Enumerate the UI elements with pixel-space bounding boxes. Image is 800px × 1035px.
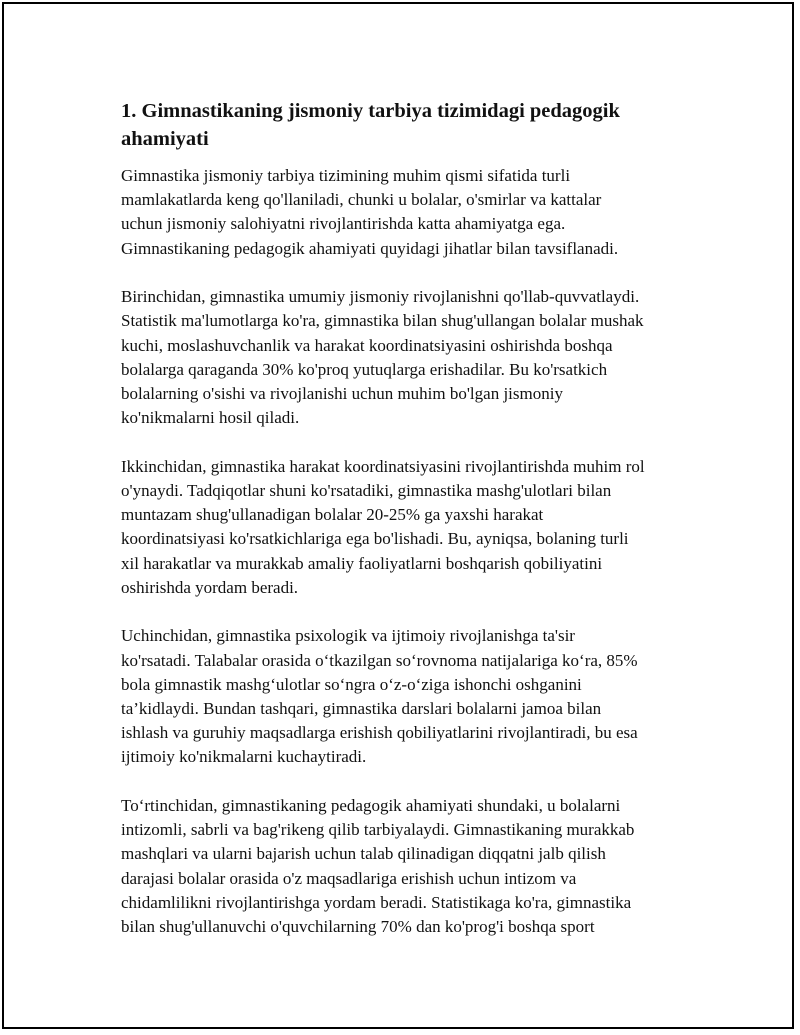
text-line: Gimnastika jismoniy tarbiya tizimining muhim qismi sifatida turli bbox=[121, 166, 571, 185]
text-line: o'ynaydi. Tadqiqotlar shuni ko'rsatadiki, gimnastika mashg'ulotlari bilan bbox=[121, 481, 612, 501]
text-line: Birinchidan, gimnastika umumiy jismoniy rivojlanishni qo'llab-quvvatlaydi. bbox=[121, 287, 640, 307]
heading-line: ahamiyati bbox=[121, 128, 209, 150]
text-line: Statistik ma'lumotlarga ko'ra, gimnastika bilan shug'ullangan bolalar mushak bbox=[121, 311, 644, 331]
text-line: xil harakatlar va murakkab amaliy faoliyatlarni boshqarish qobiliyatini bbox=[121, 553, 603, 573]
text-line: mamlakatlarda keng qo'llaniladi, chunki u bolalar, o'smirlar va kattalar bbox=[121, 190, 602, 210]
paragraph-intro bbox=[121, 164, 696, 261]
text-line: bola gimnastik mashg‘ulotlar so‘ngra o‘z-o‘ziga ishonchi oshganini bbox=[121, 674, 582, 694]
text-line: Gimnastikaning pedagogik ahamiyati quyidagi jihatlar bilan tavsiflanadi. bbox=[121, 238, 619, 258]
text-line: Ikkinchidan, gimnastika harakat koordinatsiyasini rivojlantirishda muhim rol bbox=[121, 456, 645, 476]
section-heading bbox=[121, 97, 696, 153]
text-line: bolalarning o'sishi va rivojlanishi uchun muhim bo'lgan jismoniy bbox=[121, 384, 563, 404]
text-line: ijtimoiy ko'nikmalarni kuchaytiradi. bbox=[121, 747, 367, 767]
text-line: chidamlilikni rivojlantirishga yordam beradi. Statistikaga ko'ra, gimnastika bbox=[121, 892, 632, 912]
document-body bbox=[121, 97, 696, 964]
text-line: ta’kidlaydi. Bundan tashqari, gimnastika darslari bolalarni jamoa bilan bbox=[121, 699, 602, 719]
text-line: ko'nikmalarni hosil qiladi. bbox=[121, 408, 300, 428]
text-line: bilan shug'ullanuvchi o'quvchilarning 70% dan ko'prog'i boshqa sport bbox=[121, 917, 595, 937]
text-line: ishlash va guruhiy maqsadlarga erishish qobiliyatlarini rivojlantiradi, bu esa bbox=[121, 723, 638, 743]
text-line: ko'rsatadi. Talabalar orasida o‘tkazilgan so‘rovnoma natijalariga ko‘ra, 85% bbox=[121, 650, 638, 670]
paragraph-first bbox=[121, 285, 696, 430]
text-line: bolalarga qaraganda 30% ko'proq yutuqlarga erishadilar. Bu ko'rsatkich bbox=[121, 359, 608, 379]
text-line: intizomli, sabrli va bag'rikeng qilib tarbiyalaydi. Gimnastikaning murakkab bbox=[121, 820, 635, 840]
text-line: koordinatsiyasi ko'rsatkichlariga ega bo'lishadi. Bu, ayniqsa, bolaning turli bbox=[121, 529, 629, 549]
paragraph-second bbox=[121, 455, 696, 600]
text-line: oshirishda yordam beradi. bbox=[121, 577, 299, 597]
paragraph-fourth bbox=[121, 794, 696, 939]
paragraph-third bbox=[121, 624, 696, 769]
text-line: To‘rtinchidan, gimnastikaning pedagogik ahamiyati shundaki, u bolalarni bbox=[121, 796, 621, 816]
text-line: uchun jismoniy salohiyatni rivojlantirishda katta ahamiyatga ega. bbox=[121, 214, 566, 234]
text-line: kuchi, moslashuvchanlik va harakat koordinatsiyasini oshirishda boshqa bbox=[121, 335, 613, 355]
text-line: muntazam shug'ullanadigan bolalar 20-25% ga yaxshi harakat bbox=[121, 505, 544, 525]
heading-line: 1. Gimnastikaning jismoniy tarbiya tizimidagi pedagogik bbox=[121, 100, 620, 122]
text-line: Uchinchidan, gimnastika psixologik va ijtimoiy rivojlanishga ta'sir bbox=[121, 626, 575, 646]
text-line: darajasi bolalar orasida o'z maqsadlariga erishish uchun intizom va bbox=[121, 868, 577, 888]
document-page bbox=[2, 2, 794, 1029]
text-line: mashqlari va ularni bajarish uchun talab qilinadigan diqqatni jalb qilish bbox=[121, 844, 606, 864]
